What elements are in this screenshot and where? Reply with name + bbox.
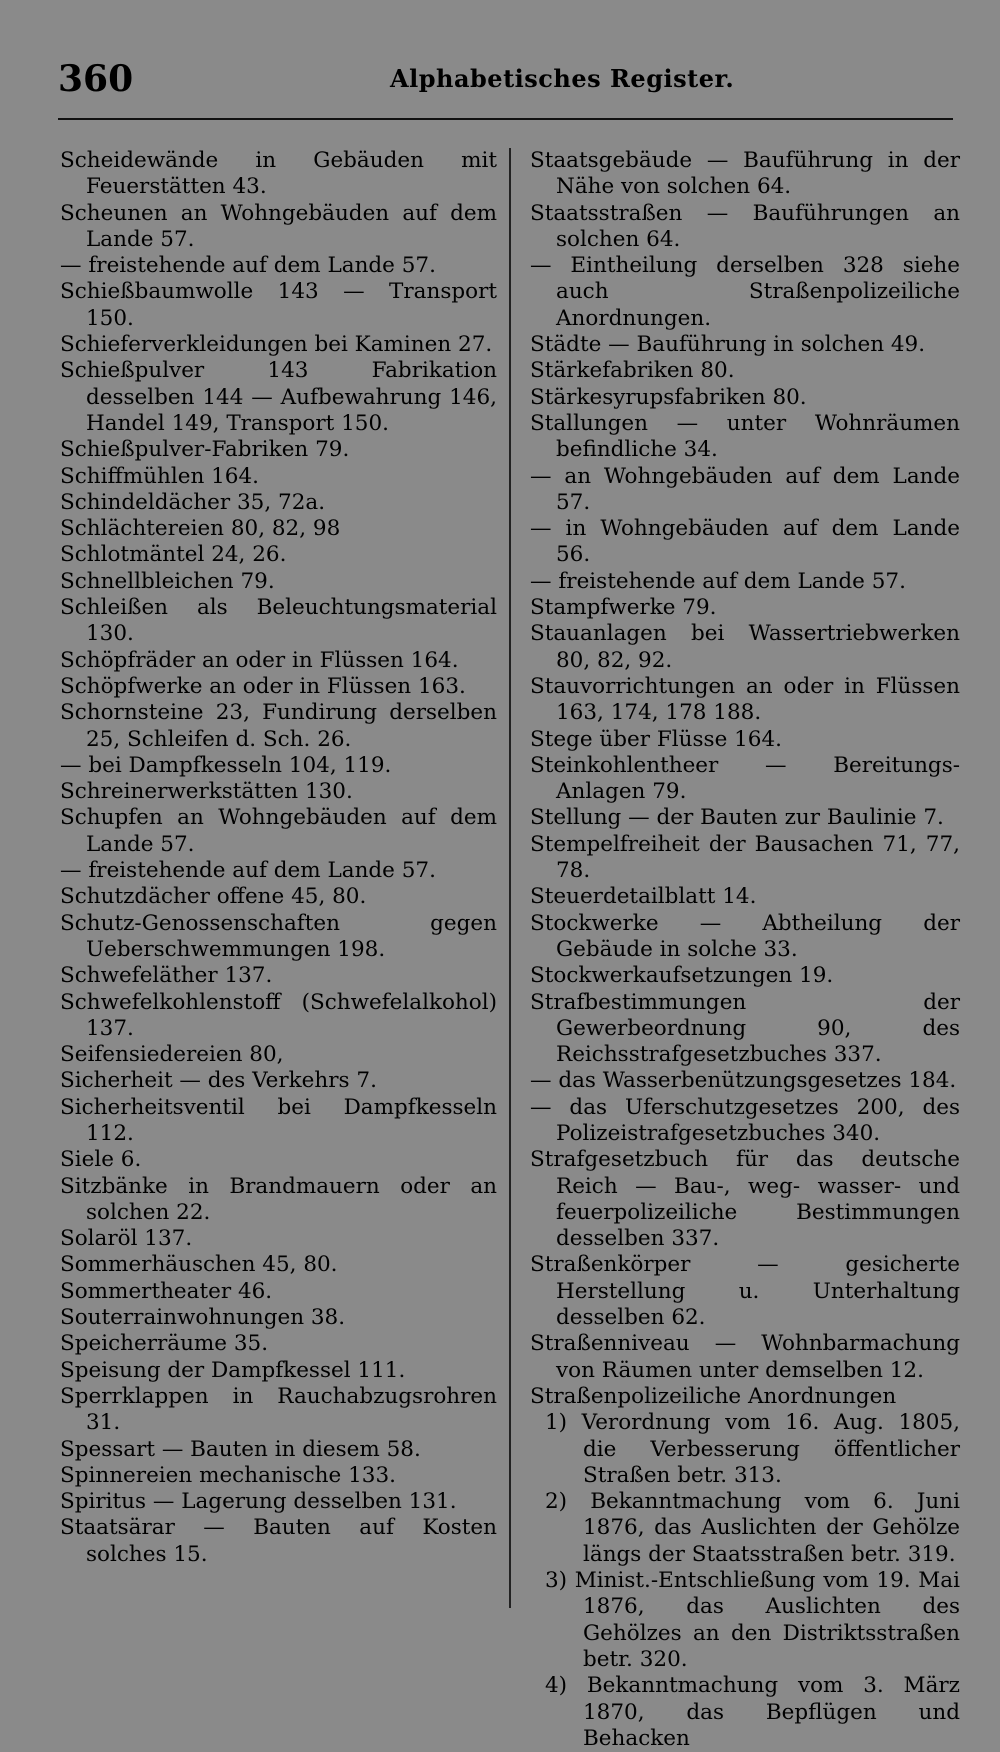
index-entry: Steinkohlentheer — Bereitungs-Anlagen 79.: [530, 752, 960, 805]
index-entry: — das Uferschutzgesetzes 200, des Polizeistrafgesetzbuches 340.: [530, 1094, 960, 1146]
index-entry: Straßenniveau — Wohnbarmachung von Räumen unter demselben 12.: [530, 1331, 960, 1383]
index-entry: — freistehende auf dem Lande 57.: [60, 858, 436, 884]
index-entry: Sommerhäuschen 45, 80.: [60, 1252, 338, 1278]
index-entry: Schöpfwerke an oder in Flüssen 163.: [60, 673, 466, 699]
index-entry: Straßenpolizeiliche Anordnungen: [530, 1383, 897, 1409]
index-entry: — das Wasserbenützungsgesetzes 184.: [530, 1068, 957, 1094]
index-entry: Spinnereien mechanische 133.: [60, 1462, 396, 1488]
index-entry: Schwefelkohlenstoff (Schwefelalkohol) 137.: [60, 989, 497, 1041]
index-entry: Schnellbleichen 79.: [60, 568, 275, 594]
index-entry: — freistehende auf dem Lande 57.: [530, 568, 906, 594]
index-entry: Schlotmäntel 24, 26.: [60, 542, 287, 568]
index-entry: Schieferverkleidungen bei Kaminen 27.: [60, 332, 493, 358]
index-entry: Solaröl 137.: [60, 1226, 193, 1252]
index-entry: Schutz-Genossenschaften gegen Ueberschwemmungen 198.: [60, 910, 497, 962]
index-entry: Stempelfreiheit der Bausachen 71, 77, 78.: [530, 831, 960, 884]
index-entry: Stellung — der Bauten zur Baulinie 7.: [530, 805, 944, 831]
index-entry: — bei Dampfkesseln 104, 119.: [60, 752, 392, 778]
index-entry: Schreinerwerkstätten 130.: [60, 779, 353, 805]
index-entry: Souterrainwohnungen 38.: [60, 1305, 346, 1331]
index-entry: Sperrklappen in Rauchabzugsrohren 31.: [60, 1383, 497, 1436]
index-entry: — Eintheilung derselben 328 siehe auch Straßenpolizeiliche Anordnungen.: [530, 253, 960, 331]
index-entry: Stauanlagen bei Wassertriebwerken 80, 82, 92.: [530, 621, 960, 673]
index-entry: Steuerdetailblatt 14.: [530, 884, 757, 910]
index-entry: Strafgesetzbuch für das deutsche Reich — Bau-, weg- wasser- und feuerpolizeiliche Bestimmungen desselben 337.: [530, 1147, 960, 1252]
right-column: [530, 148, 960, 1752]
index-entry: Scheunen an Wohngebäuden auf dem Lande 57.: [60, 200, 497, 252]
index-entry: Schleißen als Beleuchtungsmaterial 130.: [60, 595, 497, 647]
index-entry: — an Wohngebäuden auf dem Lande 57.: [530, 463, 960, 515]
index-entry: Schiffmühlen 164.: [60, 463, 260, 489]
index-entry: Stärkesyrupsfabriken 80.: [530, 384, 807, 410]
index-entry: Stege über Flüsse 164.: [530, 726, 782, 752]
index-entry: Schlächtereien 80, 82, 98: [60, 516, 341, 542]
index-entry: Schießbaumwolle 143 — Transport 150.: [60, 279, 497, 331]
index-entry: Schutzdächer offene 45, 80.: [60, 884, 367, 910]
index-entry: Stärkefabriken 80.: [530, 358, 735, 384]
index-entry: Sicherheit — des Verkehrs 7.: [60, 1068, 377, 1094]
running-head: Alphabetisches Register.: [390, 64, 735, 93]
index-entry: — in Wohngebäuden auf dem Lande 56.: [530, 516, 960, 568]
index-entry: Speisung der Dampfkessel 111.: [60, 1357, 406, 1383]
index-entry: Sitzbänke in Brandmauern oder an solchen 22.: [60, 1173, 497, 1225]
index-entry: Stockwerkaufsetzungen 19.: [530, 963, 834, 989]
index-entry: Schindeldächer 35, 72a.: [60, 489, 326, 515]
column-divider: [509, 148, 511, 1608]
index-entry: Schießpulver-Fabriken 79.: [60, 437, 350, 463]
index-entry: Siele 6.: [60, 1147, 142, 1173]
index-entry: Sicherheitsventil bei Dampfkesseln 112.: [60, 1094, 497, 1146]
index-entry: Sommertheater 46.: [60, 1278, 273, 1304]
index-entry: 4) Bekanntmachung vom 3. März 1870, das Bepflügen und Behacken: [545, 1673, 960, 1751]
index-entry: Städte — Bauführung in solchen 49.: [530, 332, 926, 358]
index-entry: Stauvorrichtungen an oder in Flüssen 163, 174, 178 188.: [530, 673, 960, 726]
index-entry: Schwefeläther 137.: [60, 963, 273, 989]
index-entry: Stampfwerke 79.: [530, 595, 717, 621]
index-entry: — freistehende auf dem Lande 57.: [60, 253, 436, 279]
index-entry: Staatsstraßen — Bauführungen an solchen 64.: [530, 200, 960, 252]
index-entry: Seifensiedereien 80,: [60, 1042, 284, 1068]
index-entry: Stallungen — unter Wohnräumen befindliche 34.: [530, 410, 960, 463]
header-rule: [58, 118, 953, 120]
index-entry: Scheidewände in Gebäuden mit Feuerstätten 43.: [60, 148, 497, 200]
index-entry: Schießpulver 143 Fabrikation desselben 144 — Aufbewahrung 146, Handel 149, Transport 150.: [60, 358, 497, 436]
index-entry: Staatsärar — Bauten auf Kosten solches 15.: [60, 1515, 497, 1567]
index-entry: Straßenkörper — gesicherte Herstellung u. Unterhaltung desselben 62.: [530, 1252, 960, 1331]
index-entry: Staatsgebäude — Bauführung in der Nähe von solchen 64.: [530, 148, 960, 200]
index-entry: 3) Minist.-Entschließung vom 19. Mai 1876, das Auslichten des Gehölzes an den Distriktsstraßen betr. 320.: [545, 1568, 960, 1672]
index-entry: Spiritus — Lagerung desselben 131.: [60, 1489, 457, 1515]
index-entry: Speicherräume 35.: [60, 1331, 269, 1357]
index-entry: Spessart — Bauten in diesem 58.: [60, 1436, 421, 1462]
left-column: [60, 148, 497, 1568]
index-entry: Schupfen an Wohngebäuden auf dem Lande 57.: [60, 805, 497, 857]
index-entry: Schöpfräder an oder in Flüssen 164.: [60, 647, 459, 673]
index-entry: 2) Bekanntmachung vom 6. Juni 1876, das Auslichten der Gehölze längs der Staatsstraßen betr. 319.: [545, 1489, 960, 1567]
index-entry: 1) Verordnung vom 16. Aug. 1805, die Verbesserung öffentlicher Straßen betr. 313.: [545, 1410, 960, 1488]
index-entry: Schornsteine 23, Fundirung derselben 25, Schleifen d. Sch. 26.: [60, 700, 497, 752]
index-entry: Stockwerke — Abtheilung der Gebäude in solche 33.: [530, 910, 960, 962]
page-number: 360: [58, 58, 134, 100]
index-entry: Strafbestimmungen der Gewerbeordnung 90, des Reichsstrafgesetzbuches 337.: [530, 989, 960, 1068]
